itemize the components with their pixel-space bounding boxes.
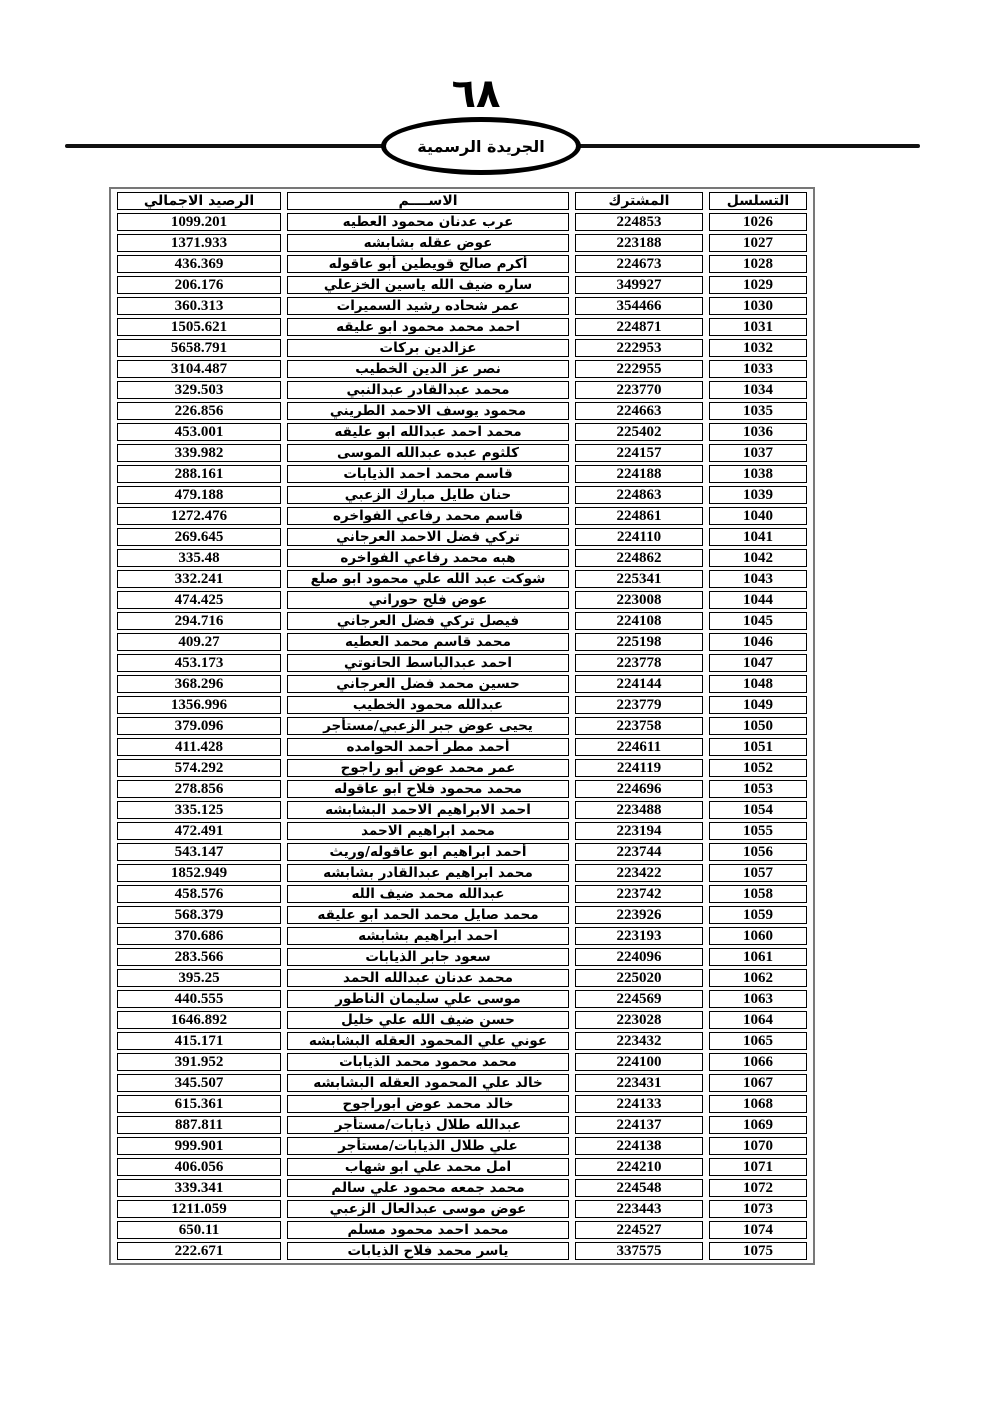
balance-cell: 1371.933 <box>117 234 281 252</box>
subscriber-cell: 224611 <box>575 738 703 756</box>
name-cell: عبدالله محمود الخطيب <box>287 696 569 714</box>
subscriber-cell: 224210 <box>575 1158 703 1176</box>
balance-cell: 335.48 <box>117 549 281 567</box>
table-row <box>117 990 807 1008</box>
table-row <box>117 1242 807 1260</box>
balance-cell: 339.982 <box>117 444 281 462</box>
name-cell: عبدالله محمد ضيف الله <box>287 885 569 903</box>
table-row <box>117 255 807 273</box>
table-row <box>117 675 807 693</box>
table-row <box>117 1095 807 1113</box>
subscriber-cell: 224137 <box>575 1116 703 1134</box>
balance-cell: 283.566 <box>117 948 281 966</box>
serial-cell: 1070 <box>709 1137 807 1155</box>
name-cell: محمد محمود فلاح ابو عاقوله <box>287 780 569 798</box>
serial-cell: 1027 <box>709 234 807 252</box>
table-row <box>117 948 807 966</box>
subscriber-cell: 223188 <box>575 234 703 252</box>
serial-cell: 1039 <box>709 486 807 504</box>
name-cell: محمد احمد عبدالله ابو عليقه <box>287 423 569 441</box>
table-row <box>117 360 807 378</box>
balance-cell: 440.555 <box>117 990 281 1008</box>
table-row <box>117 1116 807 1134</box>
name-cell: محمد جمعه محمود علي سالم <box>287 1179 569 1197</box>
serial-cell: 1073 <box>709 1200 807 1218</box>
name-cell: عبدالله طلال ذيابات/مستأجر <box>287 1116 569 1134</box>
serial-cell: 1036 <box>709 423 807 441</box>
table-row <box>117 1074 807 1092</box>
table-row <box>117 612 807 630</box>
balance-cell: 474.425 <box>117 591 281 609</box>
table-row <box>117 297 807 315</box>
header-name: الاســــم <box>287 192 569 210</box>
balance-cell: 288.161 <box>117 465 281 483</box>
name-cell: حسين محمد فضل العرجاني <box>287 675 569 693</box>
name-cell: عوض عقله بشابشه <box>287 234 569 252</box>
table-row <box>117 402 807 420</box>
name-cell: محمد قاسم محمد العطيه <box>287 633 569 651</box>
subscriber-cell: 224527 <box>575 1221 703 1239</box>
name-cell: عوني علي المحمود العقله البشابشه <box>287 1032 569 1050</box>
table-row <box>117 1137 807 1155</box>
balance-cell: 329.503 <box>117 381 281 399</box>
serial-cell: 1029 <box>709 276 807 294</box>
subscriber-cell: 222953 <box>575 339 703 357</box>
balance-cell: 335.125 <box>117 801 281 819</box>
serial-cell: 1034 <box>709 381 807 399</box>
table-row <box>117 927 807 945</box>
subscriber-cell: 224863 <box>575 486 703 504</box>
balance-cell: 453.173 <box>117 654 281 672</box>
serial-cell: 1057 <box>709 864 807 882</box>
subscribers-table <box>111 189 813 1263</box>
serial-cell: 1028 <box>709 255 807 273</box>
name-cell: محمد ابراهيم الاحمد <box>287 822 569 840</box>
subscriber-cell: 349927 <box>575 276 703 294</box>
table-row <box>117 864 807 882</box>
subscribers-table-wrap <box>109 187 815 1265</box>
name-cell: عمر محمد عوض أبو راجوح <box>287 759 569 777</box>
subscriber-cell: 223008 <box>575 591 703 609</box>
subscriber-cell: 224569 <box>575 990 703 1008</box>
balance-cell: 415.171 <box>117 1032 281 1050</box>
serial-cell: 1040 <box>709 507 807 525</box>
subscriber-cell: 225020 <box>575 969 703 987</box>
serial-cell: 1041 <box>709 528 807 546</box>
name-cell: عزالدين بركات <box>287 339 569 357</box>
table-row <box>117 423 807 441</box>
balance-cell: 409.27 <box>117 633 281 651</box>
table-row <box>117 318 807 336</box>
subscriber-cell: 224096 <box>575 948 703 966</box>
name-cell: يحيى عوض جبر الزعبي/مستأجر <box>287 717 569 735</box>
name-cell: قاسم محمد احمد الذيابات <box>287 465 569 483</box>
serial-cell: 1051 <box>709 738 807 756</box>
subscriber-cell: 224110 <box>575 528 703 546</box>
balance-cell: 999.901 <box>117 1137 281 1155</box>
serial-cell: 1067 <box>709 1074 807 1092</box>
gazette-banner-ellipse <box>381 117 581 175</box>
serial-cell: 1043 <box>709 570 807 588</box>
gazette-title: الجريدة الرسمية <box>417 136 545 156</box>
subscriber-cell: 223443 <box>575 1200 703 1218</box>
serial-cell: 1064 <box>709 1011 807 1029</box>
header-serial: التسلسل <box>709 192 807 210</box>
balance-cell: 395.25 <box>117 969 281 987</box>
name-cell: تركي فضل الاحمد العرجاني <box>287 528 569 546</box>
name-cell: محمد صايل محمد الحمد ابو عليقه <box>287 906 569 924</box>
subscriber-cell: 223432 <box>575 1032 703 1050</box>
balance-cell: 1646.892 <box>117 1011 281 1029</box>
balance-cell: 458.576 <box>117 885 281 903</box>
page-number: ٦٨ <box>451 71 501 117</box>
balance-cell: 222.671 <box>117 1242 281 1260</box>
balance-cell: 1356.996 <box>117 696 281 714</box>
subscriber-cell: 225198 <box>575 633 703 651</box>
table-row <box>117 801 807 819</box>
balance-cell: 206.176 <box>117 276 281 294</box>
subscriber-cell: 224673 <box>575 255 703 273</box>
name-cell: محمد محمود محمد الذيابات <box>287 1053 569 1071</box>
balance-cell: 568.379 <box>117 906 281 924</box>
name-cell: محمود يوسف الاحمد الطريني <box>287 402 569 420</box>
table-row <box>117 381 807 399</box>
name-cell: قاسم محمد رفاعي الفواخره <box>287 507 569 525</box>
serial-cell: 1050 <box>709 717 807 735</box>
subscriber-cell: 224548 <box>575 1179 703 1197</box>
serial-cell: 1066 <box>709 1053 807 1071</box>
serial-cell: 1047 <box>709 654 807 672</box>
subscriber-cell: 223742 <box>575 885 703 903</box>
name-cell: ساره ضيف الله ياسين الخزعلي <box>287 276 569 294</box>
serial-cell: 1059 <box>709 906 807 924</box>
name-cell: خالد محمد عوض ابوراجوح <box>287 1095 569 1113</box>
balance-cell: 391.952 <box>117 1053 281 1071</box>
serial-cell: 1042 <box>709 549 807 567</box>
subscriber-cell: 223422 <box>575 864 703 882</box>
table-row <box>117 591 807 609</box>
serial-cell: 1062 <box>709 969 807 987</box>
subscriber-cell: 224861 <box>575 507 703 525</box>
table-row <box>117 738 807 756</box>
table-row <box>117 234 807 252</box>
subscriber-cell: 224157 <box>575 444 703 462</box>
name-cell: نصر عز الدين الخطيب <box>287 360 569 378</box>
serial-cell: 1031 <box>709 318 807 336</box>
serial-cell: 1045 <box>709 612 807 630</box>
balance-cell: 406.056 <box>117 1158 281 1176</box>
balance-cell: 472.491 <box>117 822 281 840</box>
serial-cell: 1060 <box>709 927 807 945</box>
subscriber-cell: 224853 <box>575 213 703 231</box>
serial-cell: 1037 <box>709 444 807 462</box>
name-cell: أكرم صالح قويطين أبو عاقوله <box>287 255 569 273</box>
table-row <box>117 1179 807 1197</box>
table-row <box>117 822 807 840</box>
name-cell: عوض موسى عبدالعال الزعبي <box>287 1200 569 1218</box>
table-row <box>117 339 807 357</box>
serial-cell: 1052 <box>709 759 807 777</box>
table-row <box>117 465 807 483</box>
name-cell: حنان طايل مبارك الزعبي <box>287 486 569 504</box>
table-row <box>117 843 807 861</box>
balance-cell: 379.096 <box>117 717 281 735</box>
table-row <box>117 549 807 567</box>
balance-cell: 887.811 <box>117 1116 281 1134</box>
header-subscriber: المشترك <box>575 192 703 210</box>
serial-cell: 1075 <box>709 1242 807 1260</box>
balance-cell: 3104.487 <box>117 360 281 378</box>
name-cell: علي طلال الذيابات/مستأجر <box>287 1137 569 1155</box>
subscriber-cell: 223194 <box>575 822 703 840</box>
table-header-row <box>117 192 807 210</box>
name-cell: احمد الابراهيم الاحمد البشابشه <box>287 801 569 819</box>
name-cell: عمر شحاده رشيد السميرات <box>287 297 569 315</box>
balance-cell: 543.147 <box>117 843 281 861</box>
name-cell: أحمد مطر أحمد الحوامده <box>287 738 569 756</box>
subscriber-cell: 223193 <box>575 927 703 945</box>
subscriber-cell: 224188 <box>575 465 703 483</box>
balance-cell: 368.296 <box>117 675 281 693</box>
name-cell: هبه محمد رفاعي الفواخره <box>287 549 569 567</box>
balance-cell: 1852.949 <box>117 864 281 882</box>
balance-cell: 360.313 <box>117 297 281 315</box>
subscriber-cell: 337575 <box>575 1242 703 1260</box>
serial-cell: 1074 <box>709 1221 807 1239</box>
table-row <box>117 717 807 735</box>
table-row <box>117 885 807 903</box>
name-cell: حسن ضيف الله علي خليل <box>287 1011 569 1029</box>
name-cell: سعود جابر الذيابات <box>287 948 569 966</box>
balance-cell: 479.188 <box>117 486 281 504</box>
serial-cell: 1049 <box>709 696 807 714</box>
name-cell: محمد احمد محمود مسلم <box>287 1221 569 1239</box>
balance-cell: 5658.791 <box>117 339 281 357</box>
balance-cell: 574.292 <box>117 759 281 777</box>
balance-cell: 269.645 <box>117 528 281 546</box>
subscriber-cell: 224119 <box>575 759 703 777</box>
serial-cell: 1071 <box>709 1158 807 1176</box>
table-row <box>117 969 807 987</box>
name-cell: محمد عبدالقادر عبدالنبي <box>287 381 569 399</box>
balance-cell: 1272.476 <box>117 507 281 525</box>
serial-cell: 1046 <box>709 633 807 651</box>
subscriber-cell: 223028 <box>575 1011 703 1029</box>
table-row <box>117 780 807 798</box>
balance-cell: 1099.201 <box>117 213 281 231</box>
subscriber-cell: 224133 <box>575 1095 703 1113</box>
name-cell: احمد محمد محمود ابو عليقه <box>287 318 569 336</box>
table-row <box>117 1221 807 1239</box>
balance-cell: 615.361 <box>117 1095 281 1113</box>
serial-cell: 1035 <box>709 402 807 420</box>
table-row <box>117 633 807 651</box>
balance-cell: 436.369 <box>117 255 281 273</box>
table-body <box>117 213 807 1260</box>
table-row <box>117 759 807 777</box>
name-cell: خالد علي المحمود العقله البشابشه <box>287 1074 569 1092</box>
serial-cell: 1038 <box>709 465 807 483</box>
balance-cell: 1211.059 <box>117 1200 281 1218</box>
balance-cell: 339.341 <box>117 1179 281 1197</box>
name-cell: عوض فلح حوراني <box>287 591 569 609</box>
serial-cell: 1055 <box>709 822 807 840</box>
subscriber-cell: 225341 <box>575 570 703 588</box>
name-cell: محمد عدنان عبدالله الحمد <box>287 969 569 987</box>
balance-cell: 278.856 <box>117 780 281 798</box>
name-cell: فيصل تركي فضل العرجاني <box>287 612 569 630</box>
table-row <box>117 1158 807 1176</box>
table-row <box>117 1053 807 1071</box>
subscriber-cell: 224871 <box>575 318 703 336</box>
serial-cell: 1068 <box>709 1095 807 1113</box>
balance-cell: 226.856 <box>117 402 281 420</box>
subscriber-cell: 223431 <box>575 1074 703 1092</box>
name-cell: محمد ابراهيم عبدالقادر بشابشه <box>287 864 569 882</box>
subscriber-cell: 223758 <box>575 717 703 735</box>
name-cell: احمد عبدالباسط الحانوتي <box>287 654 569 672</box>
table-row <box>117 570 807 588</box>
serial-cell: 1044 <box>709 591 807 609</box>
name-cell: شوكت عبد الله علي محمود ابو صلع <box>287 570 569 588</box>
serial-cell: 1030 <box>709 297 807 315</box>
serial-cell: 1063 <box>709 990 807 1008</box>
subscriber-cell: 224108 <box>575 612 703 630</box>
serial-cell: 1053 <box>709 780 807 798</box>
name-cell: امل محمد علي ابو شهاب <box>287 1158 569 1176</box>
balance-cell: 294.716 <box>117 612 281 630</box>
serial-cell: 1048 <box>709 675 807 693</box>
table-row <box>117 1032 807 1050</box>
name-cell: أحمد ابراهيم ابو عاقوله/وريث <box>287 843 569 861</box>
serial-cell: 1032 <box>709 339 807 357</box>
balance-cell: 370.686 <box>117 927 281 945</box>
subscriber-cell: 222955 <box>575 360 703 378</box>
subscriber-cell: 223779 <box>575 696 703 714</box>
subscriber-cell: 224663 <box>575 402 703 420</box>
serial-cell: 1065 <box>709 1032 807 1050</box>
serial-cell: 1056 <box>709 843 807 861</box>
balance-cell: 650.11 <box>117 1221 281 1239</box>
subscriber-cell: 223744 <box>575 843 703 861</box>
table-row <box>117 486 807 504</box>
serial-cell: 1061 <box>709 948 807 966</box>
subscriber-cell: 223778 <box>575 654 703 672</box>
balance-cell: 345.507 <box>117 1074 281 1092</box>
subscriber-cell: 225402 <box>575 423 703 441</box>
name-cell: عرب عدنان محمود العطيه <box>287 213 569 231</box>
serial-cell: 1072 <box>709 1179 807 1197</box>
serial-cell: 1054 <box>709 801 807 819</box>
subscriber-cell: 224100 <box>575 1053 703 1071</box>
serial-cell: 1069 <box>709 1116 807 1134</box>
table-row <box>117 213 807 231</box>
subscriber-cell: 224862 <box>575 549 703 567</box>
serial-cell: 1026 <box>709 213 807 231</box>
table-row <box>117 444 807 462</box>
balance-cell: 1505.621 <box>117 318 281 336</box>
subscriber-cell: 224696 <box>575 780 703 798</box>
table-row <box>117 276 807 294</box>
table-row <box>117 654 807 672</box>
table-row <box>117 1200 807 1218</box>
name-cell: احمد ابراهيم بشابشه <box>287 927 569 945</box>
subscriber-cell: 354466 <box>575 297 703 315</box>
balance-cell: 332.241 <box>117 570 281 588</box>
header-balance: الرصيد الاجمالي <box>117 192 281 210</box>
serial-cell: 1058 <box>709 885 807 903</box>
table-row <box>117 696 807 714</box>
balance-cell: 411.428 <box>117 738 281 756</box>
subscriber-cell: 223770 <box>575 381 703 399</box>
table-row <box>117 507 807 525</box>
subscriber-cell: 224138 <box>575 1137 703 1155</box>
name-cell: كلثوم عبده عبدالله الموسى <box>287 444 569 462</box>
table-row <box>117 1011 807 1029</box>
balance-cell: 453.001 <box>117 423 281 441</box>
subscriber-cell: 223926 <box>575 906 703 924</box>
subscriber-cell: 224144 <box>575 675 703 693</box>
table-row <box>117 528 807 546</box>
name-cell: موسى علي سليمان الناطور <box>287 990 569 1008</box>
name-cell: ياسر محمد فلاح الذيابات <box>287 1242 569 1260</box>
serial-cell: 1033 <box>709 360 807 378</box>
table-row <box>117 906 807 924</box>
subscriber-cell: 223488 <box>575 801 703 819</box>
